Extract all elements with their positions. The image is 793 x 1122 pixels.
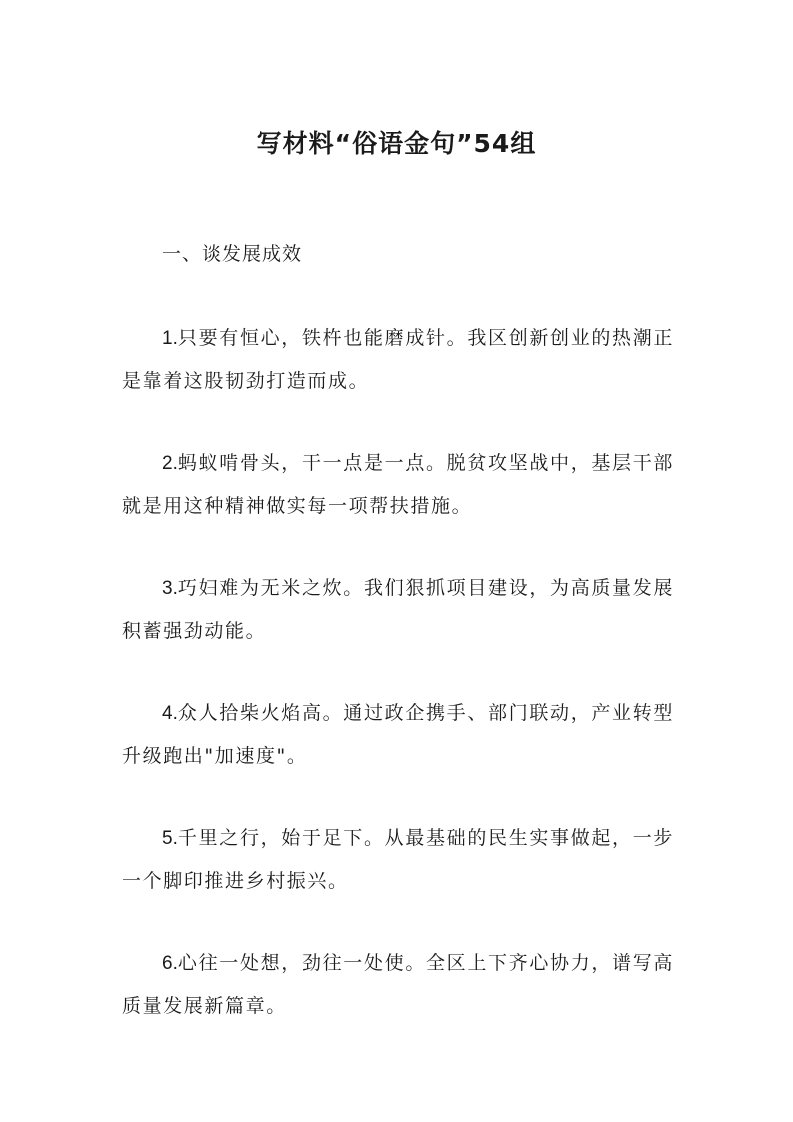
paragraph-text: 蚂蚁啃骨头，干一点是一点。脱贫攻坚战中，基层干部就是用这种精神做实每一项帮扶措施。 [122,452,674,517]
paragraph-2 [122,442,674,527]
paragraph-number: 2. [162,453,178,474]
paragraph-4 [122,692,674,777]
paragraph-5 [122,817,674,902]
paragraph-text: 千里之行，始于足下。从最基础的民生实事做起，一步一个脚印推进乡村振兴。 [122,827,674,892]
paragraph-text: 只要有恒心，铁杵也能磨成针。我区创新创业的热潮正是靠着这股韧劲打造而成。 [122,327,674,392]
paragraph-6 [122,942,674,1027]
paragraph-text: 众人拾柴火焰高。通过政企携手、部门联动，产业转型升级跑出"加速度"。 [122,702,674,767]
paragraph-number: 4. [162,703,178,724]
paragraph-1 [122,317,674,402]
paragraph-3 [122,567,674,652]
paragraph-number: 5. [162,828,178,849]
paragraph-number: 1. [162,328,178,349]
paragraph-number: 3. [162,578,178,599]
paragraph-number: 6. [162,953,178,974]
section-heading: 一、谈发展成效 [162,243,303,265]
paragraph-text: 心往一处想，劲往一处使。全区上下齐心协力，谱写高质量发展新篇章。 [122,952,674,1017]
document-title: 写材料“俗语金句”54组 [256,129,537,158]
paragraph-text: 巧妇难为无米之炊。我们狠抓项目建设，为高质量发展积蓄强劲动能。 [122,577,674,642]
